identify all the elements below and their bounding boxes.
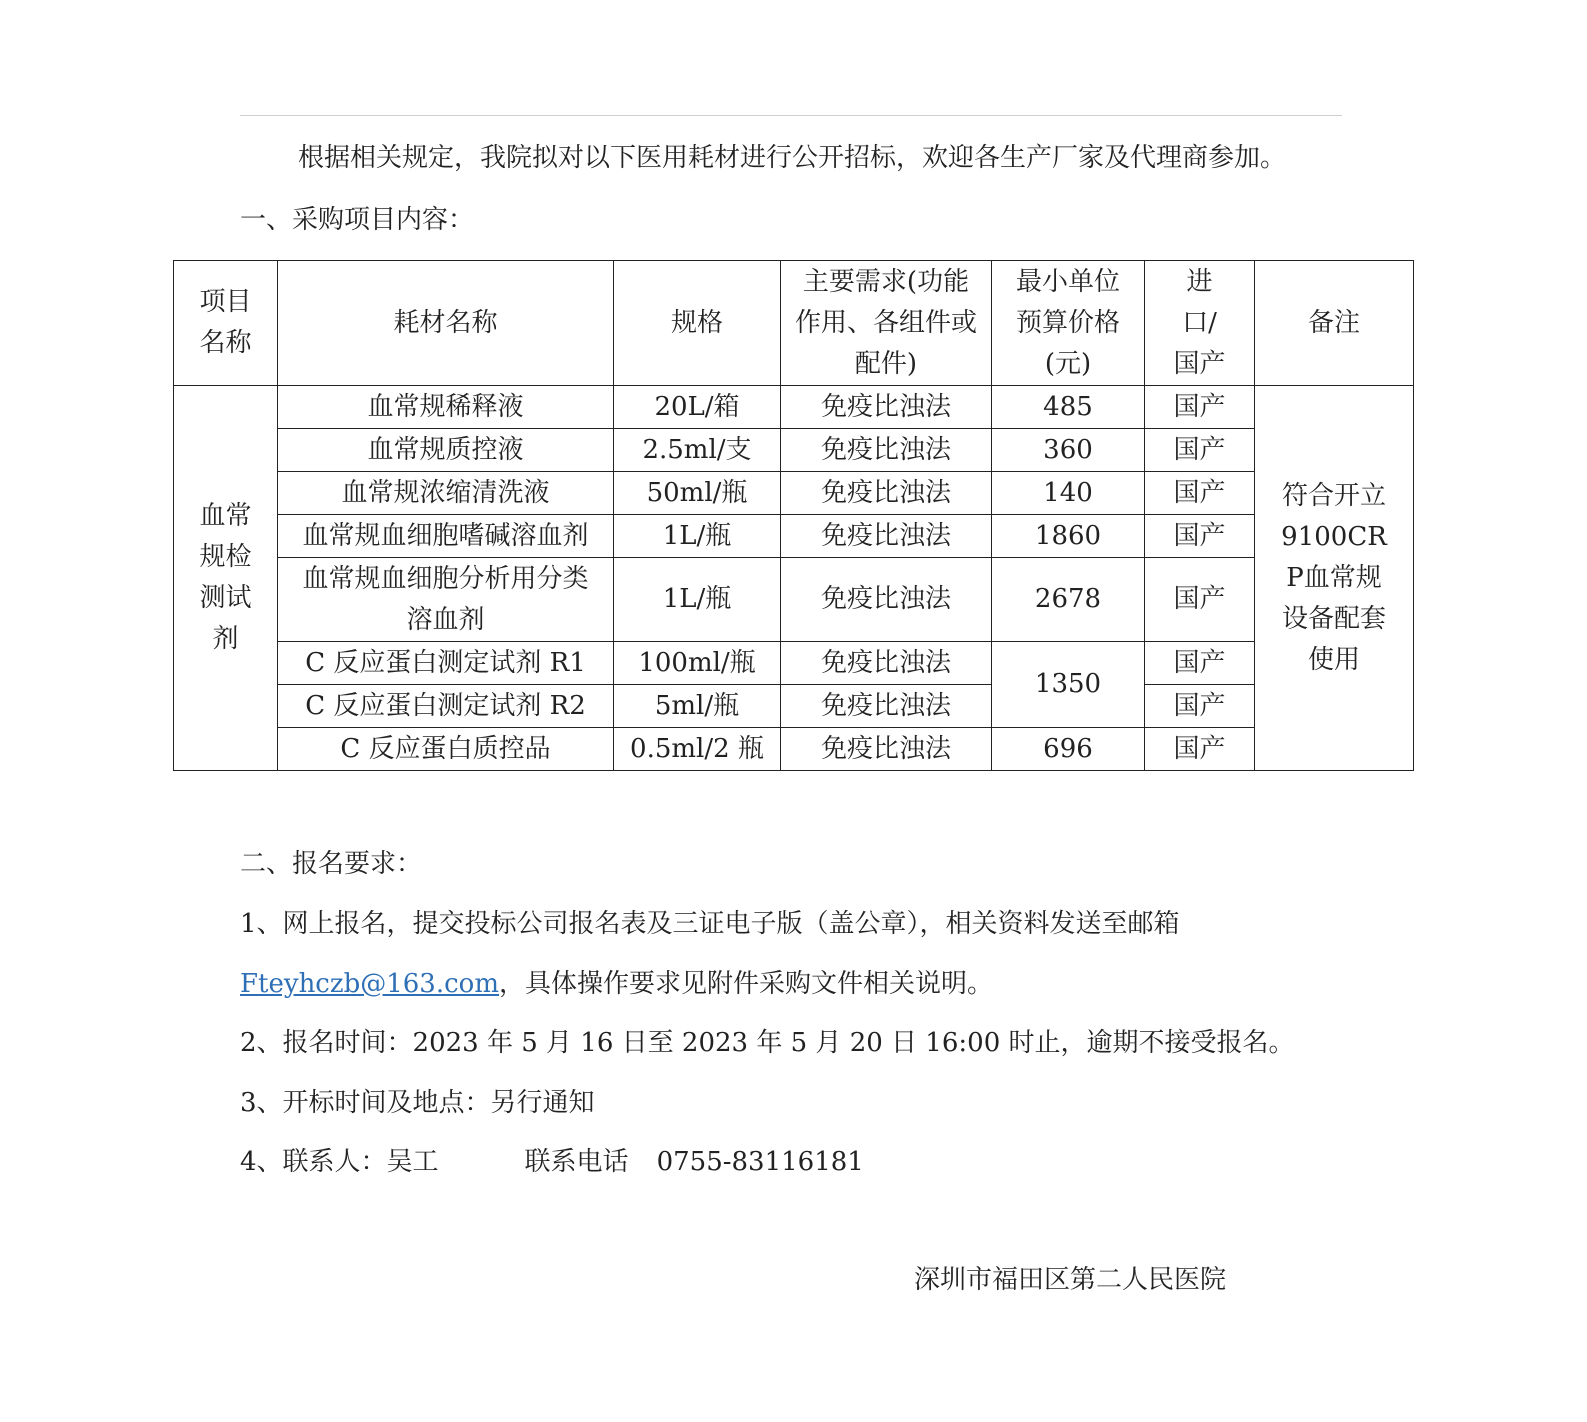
item-price: 2678 (992, 558, 1145, 642)
note-cell: 符合开立9100CRP血常规设备配套使用 (1255, 386, 1414, 771)
requirement-3: 3、开标时间及地点：另行通知 (240, 1088, 595, 1118)
item-price: 485 (992, 386, 1145, 429)
item-name: C 反应蛋白质控品 (278, 728, 614, 771)
contact-person: 4、联系人：吴工 (240, 1147, 439, 1177)
requirement-1-line2 (240, 962, 993, 1006)
item-requirement: 免疫比浊法 (781, 429, 992, 472)
item-price: 1350 (992, 642, 1145, 728)
table-row (174, 642, 1414, 685)
item-requirement: 免疫比浊法 (781, 558, 992, 642)
header-requirement: 主要需求(功能作用、各组件或配件) (781, 261, 992, 386)
item-origin: 国产 (1145, 642, 1255, 685)
item-price: 1860 (992, 515, 1145, 558)
table-row (174, 386, 1414, 429)
email-link[interactable]: Fteyhczb@163.com (240, 969, 499, 999)
requirement-1-tail: ，具体操作要求见附件采购文件相关说明。 (498, 969, 993, 999)
phone-label: 联系电话 (524, 1147, 629, 1177)
item-price: 360 (992, 429, 1145, 472)
table-row (174, 515, 1414, 558)
item-name: 血常规血细胞分析用分类溶血剂 (278, 558, 614, 642)
item-name: 血常规血细胞嗜碱溶血剂 (278, 515, 614, 558)
item-spec: 1L/瓶 (614, 515, 781, 558)
item-price: 696 (992, 728, 1145, 771)
section-title-procurement: 一、采购项目内容： (240, 205, 475, 235)
item-origin: 国产 (1145, 685, 1255, 728)
phone-number: 0755-83116181 (656, 1147, 864, 1177)
section-title-registration: 二、报名要求： (240, 849, 423, 879)
table-header-row (174, 261, 1414, 386)
item-requirement: 免疫比浊法 (781, 386, 992, 429)
item-name: 血常规质控液 (278, 429, 614, 472)
project-name-cell: 血常规检测试剂 (174, 386, 278, 771)
table-row (174, 429, 1414, 472)
item-spec: 1L/瓶 (614, 558, 781, 642)
item-origin: 国产 (1145, 728, 1255, 771)
table-row (174, 472, 1414, 515)
requirement-2: 2、报名时间：2023 年 5 月 16 日至 2023 年 5 月 20 日 16:00 时止，逾期不接受报名。 (240, 1028, 1295, 1058)
item-origin: 国产 (1145, 386, 1255, 429)
item-spec: 2.5ml/支 (614, 429, 781, 472)
header-item-name: 耗材名称 (278, 261, 614, 386)
item-price: 140 (992, 472, 1145, 515)
procurement-table (173, 260, 1414, 771)
item-spec: 20L/箱 (614, 386, 781, 429)
intro-paragraph: 根据相关规定，我院拟对以下医用耗材进行公开招标，欢迎各生产厂家及代理商参加。 (298, 143, 1287, 173)
item-name: 血常规稀释液 (278, 386, 614, 429)
requirement-4 (240, 1140, 864, 1184)
organization-signature: 深圳市福田区第二人民医院 (914, 1265, 1227, 1295)
item-requirement: 免疫比浊法 (781, 472, 992, 515)
header-spec: 规格 (614, 261, 781, 386)
item-name: 血常规浓缩清洗液 (278, 472, 614, 515)
item-name: C 反应蛋白测定试剂 R1 (278, 642, 614, 685)
item-origin: 国产 (1145, 515, 1255, 558)
item-origin: 国产 (1145, 472, 1255, 515)
header-divider (240, 115, 1342, 116)
item-origin: 国产 (1145, 429, 1255, 472)
item-spec: 5ml/瓶 (614, 685, 781, 728)
header-price: 最小单位预算价格(元) (992, 261, 1145, 386)
item-requirement: 免疫比浊法 (781, 515, 992, 558)
table-row (174, 558, 1414, 642)
table-row (174, 728, 1414, 771)
header-note: 备注 (1255, 261, 1414, 386)
item-origin: 国产 (1145, 558, 1255, 642)
header-origin: 进口/国产 (1145, 261, 1255, 386)
item-requirement: 免疫比浊法 (781, 728, 992, 771)
item-requirement: 免疫比浊法 (781, 642, 992, 685)
item-requirement: 免疫比浊法 (781, 685, 992, 728)
item-spec: 50ml/瓶 (614, 472, 781, 515)
header-project-name: 项目名称 (174, 261, 278, 386)
requirement-1-line1: 1、网上报名，提交投标公司报名表及三证电子版（盖公章），相关资料发送至邮箱 (240, 909, 1180, 939)
item-spec: 100ml/瓶 (614, 642, 781, 685)
table-row (174, 685, 1414, 728)
item-spec: 0.5ml/2 瓶 (614, 728, 781, 771)
item-name: C 反应蛋白测定试剂 R2 (278, 685, 614, 728)
